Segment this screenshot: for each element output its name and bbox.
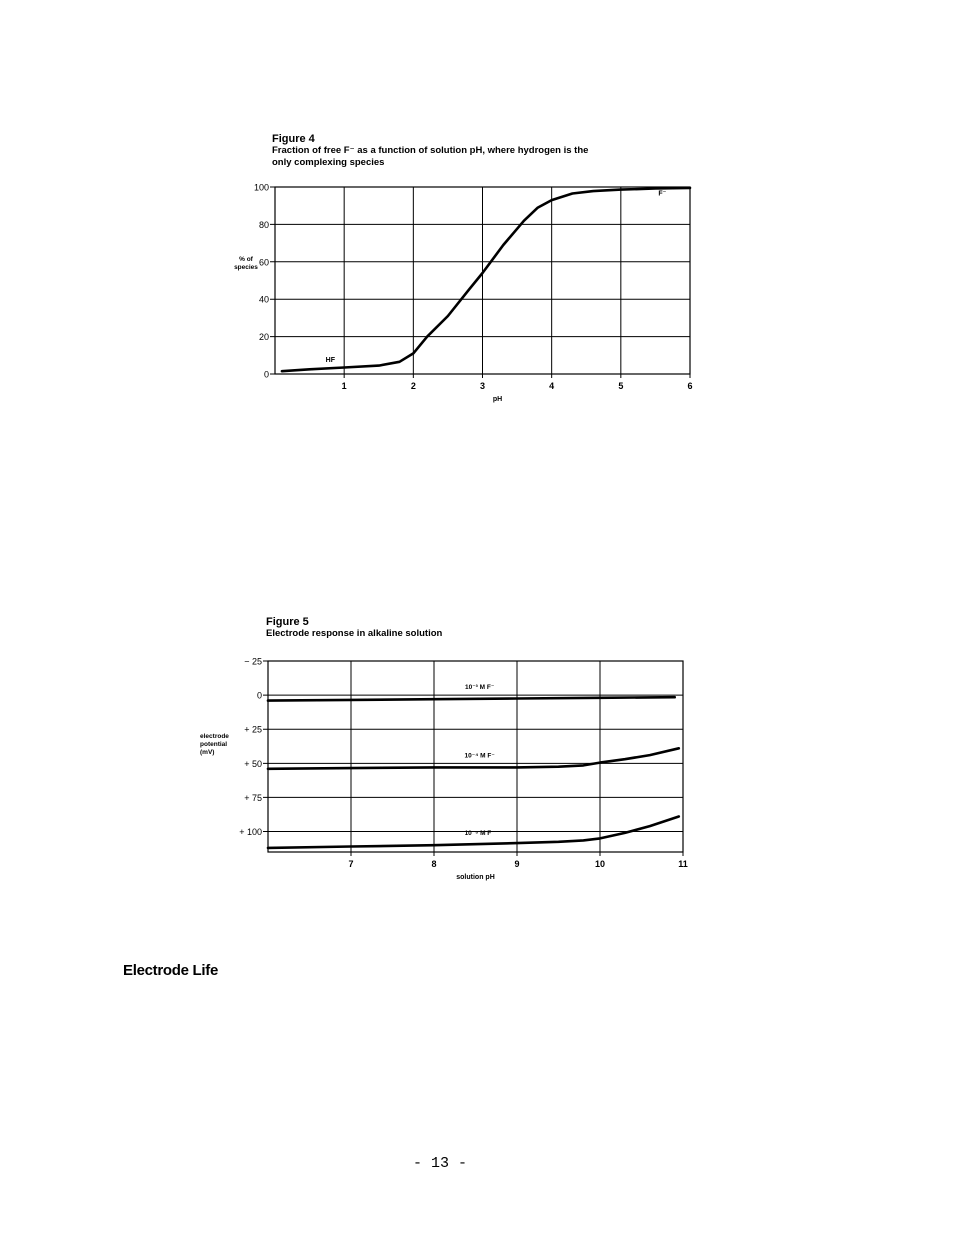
- figure-4-label: Figure 4: [272, 133, 315, 145]
- y-axis-label-line: (mV): [200, 749, 215, 756]
- x-axis-label: solution pH: [456, 874, 495, 881]
- y-axis-label-line: potential: [200, 741, 228, 748]
- y-axis-label-line: % of: [239, 256, 253, 263]
- y-tick-label: 40: [258, 294, 269, 305]
- series-label: 10⁻⁴ M F⁻: [464, 752, 495, 760]
- x-tick-label: 3: [479, 381, 486, 391]
- annotation-label: HF: [325, 356, 336, 364]
- x-tick-label: 11: [678, 859, 688, 869]
- x-tick-label: 8: [431, 859, 437, 869]
- x-tick-label: 10: [594, 859, 606, 869]
- figure-4-caption-line-1: Fraction of free F⁻ as a function of solution pH, where hydrogen is the: [272, 145, 589, 156]
- x-tick-label: 9: [514, 859, 520, 869]
- page-number: - 13 -: [412, 1155, 467, 1172]
- x-tick-label: 4: [549, 381, 555, 391]
- y-tick-label: 0: [256, 690, 262, 701]
- x-tick-label: 7: [348, 859, 354, 869]
- series-line: [282, 188, 690, 371]
- figure-4-caption-line-2: only complexing species: [272, 157, 385, 168]
- figure-5-chart: [0, 645, 954, 890]
- section-heading: Electrode Life: [123, 962, 218, 979]
- y-tick-label: + 25: [244, 724, 262, 735]
- y-tick-label: 0: [263, 369, 269, 380]
- y-tick-label: + 75: [244, 792, 262, 803]
- series-label: 10⁻³ M F⁻: [465, 684, 495, 692]
- x-tick-label: 5: [618, 381, 624, 391]
- series-line: [268, 697, 675, 700]
- y-tick-label: 60: [258, 257, 269, 268]
- y-tick-label: − 25: [244, 656, 262, 667]
- y-tick-label: 20: [258, 332, 269, 343]
- annotation-label: F⁻: [658, 190, 667, 198]
- x-tick-label: 1: [341, 381, 347, 391]
- x-tick-label: 2: [410, 381, 416, 391]
- figure-4-caption: [272, 145, 672, 169]
- figure-5-label: Figure 5: [266, 616, 309, 628]
- figure-5-caption: Electrode response in alkaline solution: [266, 628, 443, 639]
- x-axis-label: pH: [492, 396, 503, 403]
- y-tick-label: + 50: [244, 758, 262, 769]
- y-tick-label: + 100: [239, 827, 262, 838]
- series-label: 10⁻⁵ M F⁻: [464, 830, 495, 838]
- x-tick-label: 6: [687, 381, 693, 391]
- figure-4-chart: [0, 170, 954, 420]
- y-axis-label-line: species: [234, 264, 258, 271]
- y-tick-label: 100: [253, 182, 269, 193]
- y-tick-label: 80: [258, 219, 269, 230]
- y-axis-label-line: electrode: [200, 733, 229, 740]
